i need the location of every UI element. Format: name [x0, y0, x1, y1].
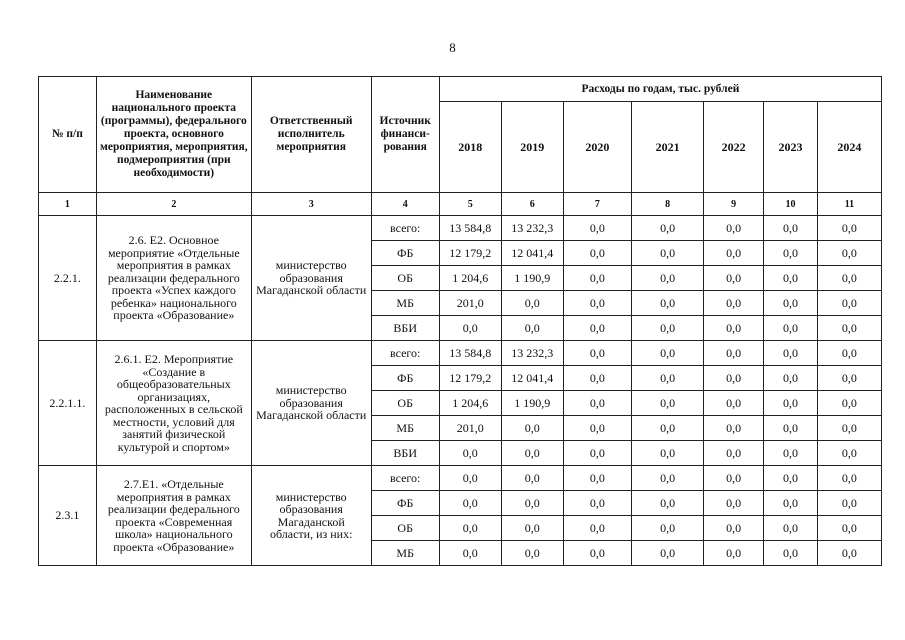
executor-cell: министерство образования Магаданской области [251, 341, 371, 466]
expense-value-cell: 0,0 [631, 241, 703, 266]
activity-name-cell: 2.7.Е1. «Отдельные мероприятия в рамках реализации федерального проекта «Современная школа» национального проекта «Образование» [96, 466, 251, 566]
table-row [39, 466, 882, 491]
expense-value-cell: 0,0 [817, 366, 881, 391]
expense-value-cell: 0,0 [501, 416, 563, 441]
expense-value-cell: 0,0 [704, 241, 764, 266]
expense-value-cell: 0,0 [764, 341, 818, 366]
header-source: Источник финанси-рования [371, 77, 439, 193]
expense-value-cell: 0,0 [764, 491, 818, 516]
expense-value-cell: 0,0 [817, 266, 881, 291]
funding-source-cell: ОБ [371, 391, 439, 416]
expense-value-cell: 0,0 [764, 366, 818, 391]
column-number: 6 [501, 193, 563, 216]
column-number: 3 [251, 193, 371, 216]
expense-value-cell: 0,0 [631, 541, 703, 566]
expense-value-cell: 0,0 [563, 416, 631, 441]
expense-value-cell: 0,0 [439, 316, 501, 341]
expense-value-cell: 0,0 [563, 216, 631, 241]
executor-cell: министерство образования Магаданской области, из них: [251, 466, 371, 566]
expense-value-cell: 0,0 [764, 216, 818, 241]
expense-value-cell: 0,0 [501, 441, 563, 466]
expense-value-cell: 201,0 [439, 416, 501, 441]
funding-source-cell: ФБ [371, 366, 439, 391]
header-year: 2022 [704, 102, 764, 193]
column-number: 11 [817, 193, 881, 216]
expense-value-cell: 13 232,3 [501, 216, 563, 241]
header-year: 2018 [439, 102, 501, 193]
funding-source-cell: МБ [371, 541, 439, 566]
expense-value-cell: 12 041,4 [501, 366, 563, 391]
expense-value-cell: 0,0 [563, 491, 631, 516]
expense-value-cell: 0,0 [704, 366, 764, 391]
expense-value-cell: 0,0 [563, 316, 631, 341]
expense-value-cell: 0,0 [501, 316, 563, 341]
expense-value-cell: 201,0 [439, 291, 501, 316]
expense-value-cell: 0,0 [439, 516, 501, 541]
expense-value-cell: 0,0 [631, 441, 703, 466]
expense-value-cell: 0,0 [563, 391, 631, 416]
expense-value-cell: 0,0 [631, 516, 703, 541]
expense-value-cell: 0,0 [817, 341, 881, 366]
expense-value-cell: 0,0 [563, 341, 631, 366]
expense-value-cell: 0,0 [439, 441, 501, 466]
expense-value-cell: 0,0 [631, 491, 703, 516]
funding-source-cell: МБ [371, 291, 439, 316]
funding-source-cell: всего: [371, 341, 439, 366]
expense-value-cell: 0,0 [764, 416, 818, 441]
expense-value-cell: 1 190,9 [501, 266, 563, 291]
expense-value-cell: 0,0 [817, 416, 881, 441]
expense-value-cell: 0,0 [563, 541, 631, 566]
table-row [39, 216, 882, 241]
column-number: 10 [764, 193, 818, 216]
expense-value-cell: 0,0 [704, 491, 764, 516]
expense-value-cell: 0,0 [439, 541, 501, 566]
executor-cell: министерство образования Магаданской области [251, 216, 371, 341]
column-number: 8 [631, 193, 703, 216]
expense-value-cell: 1 190,9 [501, 391, 563, 416]
header-expenses: Расходы по годам, тыс. рублей [439, 77, 881, 102]
expense-value-cell: 0,0 [817, 541, 881, 566]
expense-value-cell: 0,0 [501, 491, 563, 516]
expense-value-cell: 0,0 [501, 291, 563, 316]
expense-value-cell: 13 584,8 [439, 341, 501, 366]
expense-value-cell: 0,0 [704, 216, 764, 241]
header-name: Наименование национального проекта (программы), федерального проекта, основного мероприятия, мероприятия, подмероприятия (при необходимости) [96, 77, 251, 193]
header-year: 2020 [563, 102, 631, 193]
expense-value-cell: 0,0 [563, 466, 631, 491]
page-number: 8 [449, 40, 456, 55]
expense-value-cell: 0,0 [704, 541, 764, 566]
header-executor: Ответственный исполнитель мероприятия [251, 77, 371, 193]
expense-value-cell: 0,0 [631, 291, 703, 316]
expense-value-cell: 0,0 [817, 391, 881, 416]
expense-value-cell: 0,0 [501, 516, 563, 541]
funding-source-cell: МБ [371, 416, 439, 441]
expense-value-cell: 0,0 [501, 541, 563, 566]
expense-value-cell: 0,0 [817, 316, 881, 341]
expense-value-cell: 0,0 [817, 466, 881, 491]
header-year: 2024 [817, 102, 881, 193]
expense-value-cell: 0,0 [631, 316, 703, 341]
expense-value-cell: 0,0 [764, 516, 818, 541]
funding-source-cell: всего: [371, 466, 439, 491]
funding-source-cell: ВБИ [371, 441, 439, 466]
expense-value-cell: 12 179,2 [439, 366, 501, 391]
column-numbers-row [39, 193, 882, 216]
expense-value-cell: 0,0 [563, 241, 631, 266]
budget-table [38, 76, 882, 566]
column-number: 2 [96, 193, 251, 216]
activity-name-cell: 2.6. Е2. Основное мероприятие «Отдельные мероприятия в рамках реализации федерального проекта «Успех каждого ребенка» национального проекта «Образование» [96, 216, 251, 341]
row-number-cell: 2.2.1.1. [39, 341, 97, 466]
table-header [39, 77, 882, 193]
header-year: 2019 [501, 102, 563, 193]
expense-value-cell: 0,0 [704, 416, 764, 441]
expense-value-cell: 0,0 [563, 266, 631, 291]
expense-value-cell: 0,0 [563, 441, 631, 466]
expense-value-cell: 0,0 [704, 266, 764, 291]
expense-value-cell: 0,0 [439, 491, 501, 516]
expense-value-cell: 0,0 [439, 466, 501, 491]
expense-value-cell: 0,0 [563, 291, 631, 316]
funding-source-cell: всего: [371, 216, 439, 241]
expense-value-cell: 0,0 [631, 416, 703, 441]
header-year: 2023 [764, 102, 818, 193]
expense-value-cell: 0,0 [764, 266, 818, 291]
expense-value-cell: 0,0 [817, 241, 881, 266]
expense-value-cell: 0,0 [764, 466, 818, 491]
expense-value-cell: 0,0 [631, 466, 703, 491]
expense-value-cell: 0,0 [501, 466, 563, 491]
expense-value-cell: 0,0 [704, 316, 764, 341]
column-number: 4 [371, 193, 439, 216]
expense-value-cell: 1 204,6 [439, 391, 501, 416]
expense-value-cell: 0,0 [764, 316, 818, 341]
expense-value-cell: 0,0 [563, 516, 631, 541]
expense-value-cell: 0,0 [631, 366, 703, 391]
expense-value-cell: 12 179,2 [439, 241, 501, 266]
funding-source-cell: ОБ [371, 266, 439, 291]
expense-value-cell: 0,0 [764, 291, 818, 316]
table-row [39, 341, 882, 366]
column-number: 1 [39, 193, 97, 216]
expense-value-cell: 13 232,3 [501, 341, 563, 366]
expense-value-cell: 0,0 [704, 441, 764, 466]
expense-value-cell: 0,0 [631, 216, 703, 241]
expense-value-cell: 0,0 [704, 466, 764, 491]
expense-value-cell: 12 041,4 [501, 241, 563, 266]
expense-value-cell: 0,0 [817, 291, 881, 316]
table-body [39, 193, 882, 566]
expense-value-cell: 0,0 [563, 366, 631, 391]
row-number-cell: 2.3.1 [39, 466, 97, 566]
expense-value-cell: 0,0 [631, 266, 703, 291]
expense-value-cell: 0,0 [764, 541, 818, 566]
funding-source-cell: ФБ [371, 491, 439, 516]
expense-value-cell: 0,0 [704, 516, 764, 541]
header-num: № п/п [39, 77, 97, 193]
activity-name-cell: 2.6.1. Е2. Мероприятие «Создание в общеобразовательных организациях, расположенных в сельской местности, условий для занятий физической культурой и спортом» [96, 341, 251, 466]
expense-value-cell: 0,0 [764, 391, 818, 416]
expense-value-cell: 1 204,6 [439, 266, 501, 291]
row-number-cell: 2.2.1. [39, 216, 97, 341]
column-number: 5 [439, 193, 501, 216]
expense-value-cell: 0,0 [631, 341, 703, 366]
funding-source-cell: ФБ [371, 241, 439, 266]
expense-value-cell: 13 584,8 [439, 216, 501, 241]
funding-source-cell: ВБИ [371, 316, 439, 341]
column-number: 7 [563, 193, 631, 216]
expense-value-cell: 0,0 [704, 291, 764, 316]
expense-value-cell: 0,0 [764, 241, 818, 266]
expense-value-cell: 0,0 [817, 441, 881, 466]
expense-value-cell: 0,0 [817, 491, 881, 516]
column-number: 9 [704, 193, 764, 216]
expense-value-cell: 0,0 [764, 441, 818, 466]
header-year: 2021 [631, 102, 703, 193]
funding-source-cell: ОБ [371, 516, 439, 541]
expense-value-cell: 0,0 [817, 516, 881, 541]
expense-value-cell: 0,0 [817, 216, 881, 241]
expense-value-cell: 0,0 [631, 391, 703, 416]
expense-value-cell: 0,0 [704, 341, 764, 366]
expense-value-cell: 0,0 [704, 391, 764, 416]
